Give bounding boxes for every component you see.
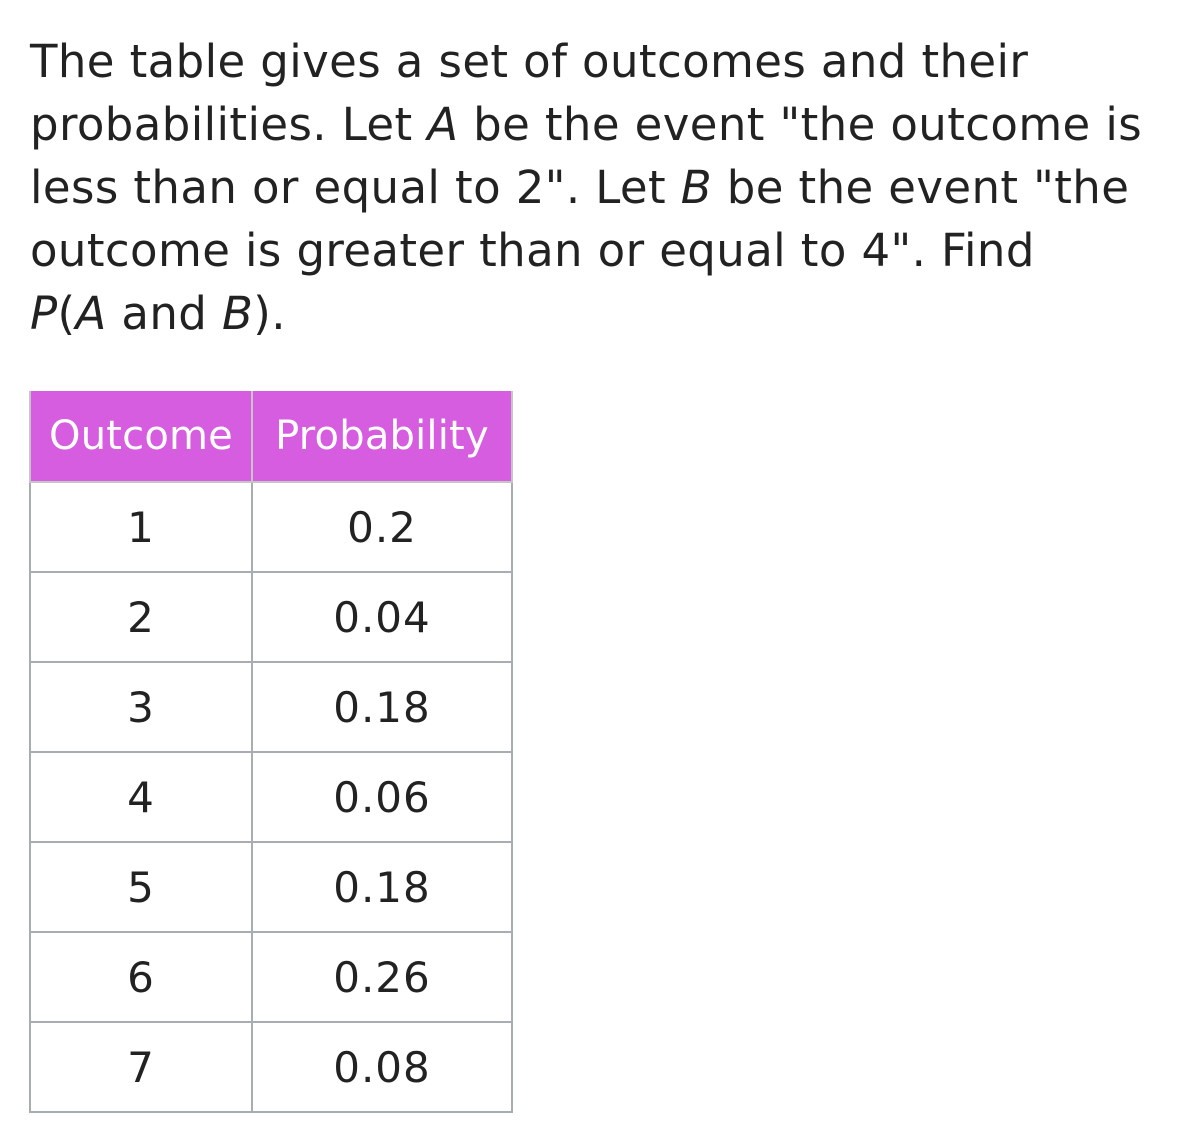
question-line-4: outcome is greater than or equal to 4". Find — [30, 224, 1035, 277]
probability-cell: 0.08 — [252, 1022, 512, 1112]
outcome-cell: 5 — [30, 842, 252, 932]
probability-table — [29, 391, 513, 1113]
question-text — [30, 30, 1180, 345]
outcome-cell: 4 — [30, 752, 252, 842]
probability-cell: 0.18 — [252, 662, 512, 752]
outcome-cell: 7 — [30, 1022, 252, 1112]
probability-cell: 0.06 — [252, 752, 512, 842]
question-text-segment: be the event "the — [712, 161, 1130, 214]
outcome-cell: 2 — [30, 572, 252, 662]
probability-cell: 0.2 — [252, 482, 512, 572]
close-paren: ). — [253, 287, 286, 340]
event-b-variable: B — [221, 287, 254, 340]
table-row — [30, 752, 512, 842]
question-line-1: The table gives a set of outcomes and their — [30, 35, 1029, 88]
table-row — [30, 1022, 512, 1112]
outcome-cell: 6 — [30, 932, 252, 1022]
question-line-3 — [30, 156, 1180, 219]
event-a-variable: A — [427, 98, 459, 151]
probability-cell: 0.18 — [252, 842, 512, 932]
table-row — [30, 932, 512, 1022]
probability-cell: 0.04 — [252, 572, 512, 662]
table-row — [30, 482, 512, 572]
question-line-2 — [30, 93, 1180, 156]
and-word: and — [106, 287, 222, 340]
event-b-variable: B — [680, 161, 713, 214]
outcome-column-header: Outcome — [30, 391, 252, 482]
question-text-segment: less than or equal to 2". Let — [30, 161, 681, 214]
table-header-row — [30, 391, 512, 482]
probability-function: P — [30, 287, 58, 340]
question-text-segment: probabilities. Let — [30, 98, 428, 151]
table-row — [30, 572, 512, 662]
table-row — [30, 662, 512, 752]
event-a-variable: A — [75, 287, 107, 340]
outcome-cell: 3 — [30, 662, 252, 752]
probability-column-header: Probability — [252, 391, 512, 482]
question-line-5 — [30, 282, 1180, 345]
table-row — [30, 842, 512, 932]
open-paren: ( — [57, 287, 76, 340]
outcome-cell: 1 — [30, 482, 252, 572]
question-text-segment: be the event "the outcome is — [458, 98, 1143, 151]
probability-cell: 0.26 — [252, 932, 512, 1022]
